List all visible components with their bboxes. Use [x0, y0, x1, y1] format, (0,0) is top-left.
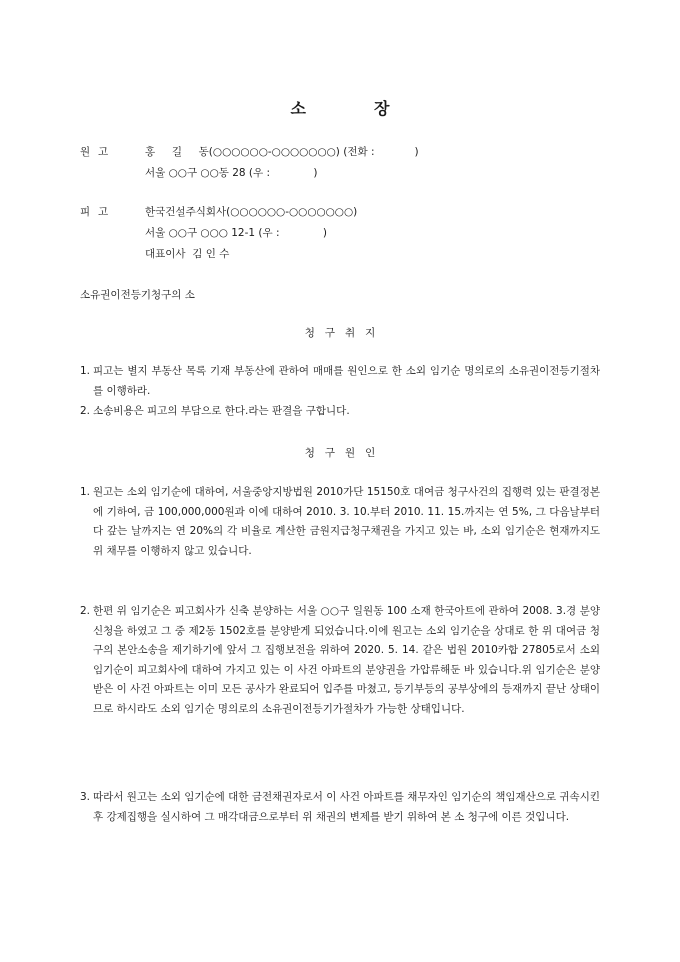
- defendant-label: 피 고: [80, 206, 109, 218]
- claim-purpose-heading: 청 구 취 지: [304, 327, 376, 339]
- claim-purpose-item-1: 1. 피고는 별지 부동산 목록 기재 부동산에 관하여 매매를 원인으로 한 소외 임기순 명의로의 소유권이전등기절차를 이행하라.: [80, 365, 600, 397]
- title-char-1: 소: [290, 99, 306, 118]
- case-name: 소유권이전등기청구의 소: [80, 289, 195, 301]
- plaintiff-label: 원 고: [80, 146, 109, 158]
- plaintiff-address: 서울 ○○구 ○○동 28 (우 : ): [145, 167, 318, 179]
- defendant-representative: 대표이사 김 인 수: [145, 248, 230, 260]
- document-title: [0, 96, 680, 119]
- claim-purpose-item-2: 2. 소송비용은 피고의 부담으로 한다.라는 판결을 구합니다.: [80, 405, 350, 417]
- plaintiff-name-line: 홍 길 동(○○○○○○-○○○○○○○) (전화 : ): [145, 146, 419, 158]
- claim-cause-item-2: 2. 한편 위 임기순은 피고회사가 신축 분양하는 서울 ○○구 일원동 100 소재 한국아트에 관하여 2008. 3.경 분양신청을 하였고 그 중 제2동 1502호를 분양받게 되었습니다.이에 원고는 소외 임기순을 상대로 한 위 대여금 청구의 본안소송을 제기하기에 앞서 그 집행보전을 위하여 2020. 5. 14. 같은 법원 2010카합 27805로서 소외 임기순이 피고회사에 대하여 가지고 있는 이 사건 아파트의 분양권을 가압류해둔 바 있습니다.위 임기순은 분양받은 이 사건 아파트는 이미 모든 공사가 완료되어 입주를 마쳤고, 등기부등의 공부상에의 등재까지 끝난 상태이므로 하시라도 소외 임기순 명의로의 소유권이전등기가절차가 가능한 상태입니다.: [80, 605, 600, 715]
- defendant-name-line: 한국건설주식회사(○○○○○○-○○○○○○○): [145, 206, 358, 218]
- claim-cause-item-3: 3. 따라서 원고는 소외 임기순에 대한 금전채권자로서 이 사건 아파트를 채무자인 임기순의 책임재산으로 귀속시킨 후 강제집행을 실시하여 그 매각대금으로부터 위 채권의 변제를 받기 위하여 본 소 청구에 이른 것입니다.: [80, 791, 600, 823]
- title-char-2: 장: [374, 99, 390, 118]
- defendant-address: 서울 ○○구 ○○○ 12-1 (우 : ): [145, 227, 328, 239]
- claim-cause-item-1: 1. 원고는 소외 임기순에 대하여, 서울중앙지방법원 2010가단 15150호 대여금 청구사건의 집행력 있는 판결정본에 기하여, 금 100,000,000원과 이에 대하여 2010. 3. 10.부터 2010. 11. 15.까지는 연 5%, 그 다음날부터 다 갚는 날까지는 연 20%의 각 비율로 계산한 금원지급청구채권을 가지고 있는 바, 소외 임기순은 현재까지도 위 채무를 이행하지 않고 있습니다.: [80, 486, 600, 557]
- claim-cause-heading: 청 구 원 인: [304, 447, 376, 459]
